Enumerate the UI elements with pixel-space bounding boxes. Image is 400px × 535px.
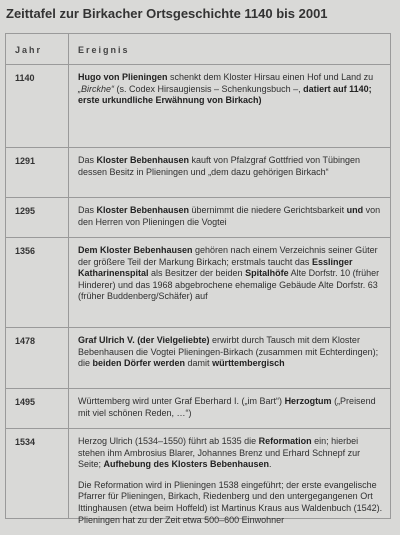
event-text-run: damit xyxy=(185,358,213,369)
event-text-run: Graf Ulrich V. (der Vielgeliebte) xyxy=(78,335,210,345)
event-text-run: Esslinger Katharinenspital xyxy=(78,256,353,279)
event-text-run: Spitalhöfe xyxy=(245,268,289,279)
chronology-table xyxy=(5,33,391,525)
event-text-run: Das xyxy=(78,205,97,215)
event-text-run: gehören nach einem Verzeichnis seiner Güter der größere Teil der Markung Birkach; erstmals taucht das xyxy=(78,245,378,267)
row-event xyxy=(78,72,384,116)
event-text-run: beiden Dörfer werden xyxy=(92,358,186,369)
table-row xyxy=(6,238,390,328)
row-year: 1291 xyxy=(15,156,36,166)
row-year: 1295 xyxy=(15,206,36,216)
header-event: Ereignis xyxy=(78,45,130,55)
event-text-run: (s. Codex Hirsaugiensis – Schenkungsbuch –, xyxy=(114,83,304,94)
table-row xyxy=(6,148,390,198)
table-row xyxy=(6,198,390,238)
event-text-run: datiert auf 1140; erste urkundliche Erwähnung von Birkach) xyxy=(78,83,372,106)
table-row xyxy=(6,429,390,525)
table-row xyxy=(6,328,390,389)
event-text-run: schenkt dem Kloster Hirsau einen Hof und Land zu xyxy=(167,72,374,82)
event-text-run: Kloster Bebenhausen xyxy=(96,205,190,215)
event-text-run: („Preisend mit viel schönen Reden, …“) xyxy=(78,396,376,418)
row-event xyxy=(78,436,384,535)
event-text-run: Alte Dorfstr. 10 (früher Hinderer) und das 1968 abgebrochene ehemalige Gebäude Alte Dorfstr. 63 (früher Buddenberg/Schäfer) auf xyxy=(78,268,380,302)
row-event xyxy=(78,155,384,187)
event-text-run: Reformation xyxy=(258,436,312,446)
page-title: Zeittafel zur Birkacher Ortsgeschichte 1140 bis 2001 xyxy=(6,6,328,21)
row-event xyxy=(78,335,384,379)
event-text-run: Hugo von Plieningen xyxy=(78,72,168,82)
row-year: 1356 xyxy=(15,246,36,256)
event-text-run: Herzogtum xyxy=(284,396,332,406)
row-year: 1478 xyxy=(15,336,36,346)
event-text-run: Aufhebung des Klosters Bebenhausen xyxy=(103,459,270,470)
table-row xyxy=(6,65,390,148)
event-text-run: Das xyxy=(78,155,97,165)
event-text-run: ein; hierbei stehen ihm Ambrosius Blarer, Johannes Brenz und Erhard Schnepf zur Seite; xyxy=(78,436,361,470)
table-header xyxy=(6,34,390,65)
event-extra-paragraph: Die Reformation wird in Plieningen 1538 eingeführt; der erste evangelische Pfarrer für Plieningen, Birkach, Riedenberg und den untergegangenen Ort Ittinghausen (etwa beim Hoffeld) ist Martinus Kraus aus Waldenbuch (1542). Plieningen hat zu der Zeit etwa 500–600 Einwohner xyxy=(78,479,383,525)
event-text-run: als Besitzer der beiden xyxy=(148,268,246,279)
row-year: 1495 xyxy=(15,397,36,407)
row-event xyxy=(78,396,384,428)
event-text-run: von den Herren von Plieningen die Vogtei xyxy=(78,205,381,227)
event-text-run: Herzog Ulrich (1534–1550) führt ab 1535 die xyxy=(78,436,259,446)
table-row xyxy=(6,389,390,429)
event-text-run: Dem Kloster Bebenhausen xyxy=(78,245,193,255)
row-year: 1140 xyxy=(15,73,35,83)
event-text-run: übernimmt die niedere Gerichtsbarkeit xyxy=(189,205,347,215)
row-event xyxy=(78,205,384,237)
event-text-run: württembergisch xyxy=(212,358,285,369)
event-text-run: erwirbt durch Tausch mit dem Kloster Bebenhausen die Vogtei Plieningen-Birkach (zusammen mit Echterdingen); die xyxy=(78,335,379,369)
row-event xyxy=(78,245,384,312)
event-text-run: „Birckhe“ xyxy=(78,83,115,94)
event-text-run: . xyxy=(269,459,272,470)
event-text-run: Kloster Bebenhausen xyxy=(96,155,190,165)
event-text-run: kauft von Pfalzgraf Gottfried von Tübingen dessen Besitz in Plieningen und „dem dazu gehörigen Birkach“ xyxy=(78,155,360,177)
header-year: Jahr xyxy=(15,45,43,55)
event-text-run: und xyxy=(346,205,364,215)
event-text-run: Württemberg wird unter Graf Eberhard I. („im Bart“) xyxy=(78,396,285,406)
row-year: 1534 xyxy=(15,437,36,447)
